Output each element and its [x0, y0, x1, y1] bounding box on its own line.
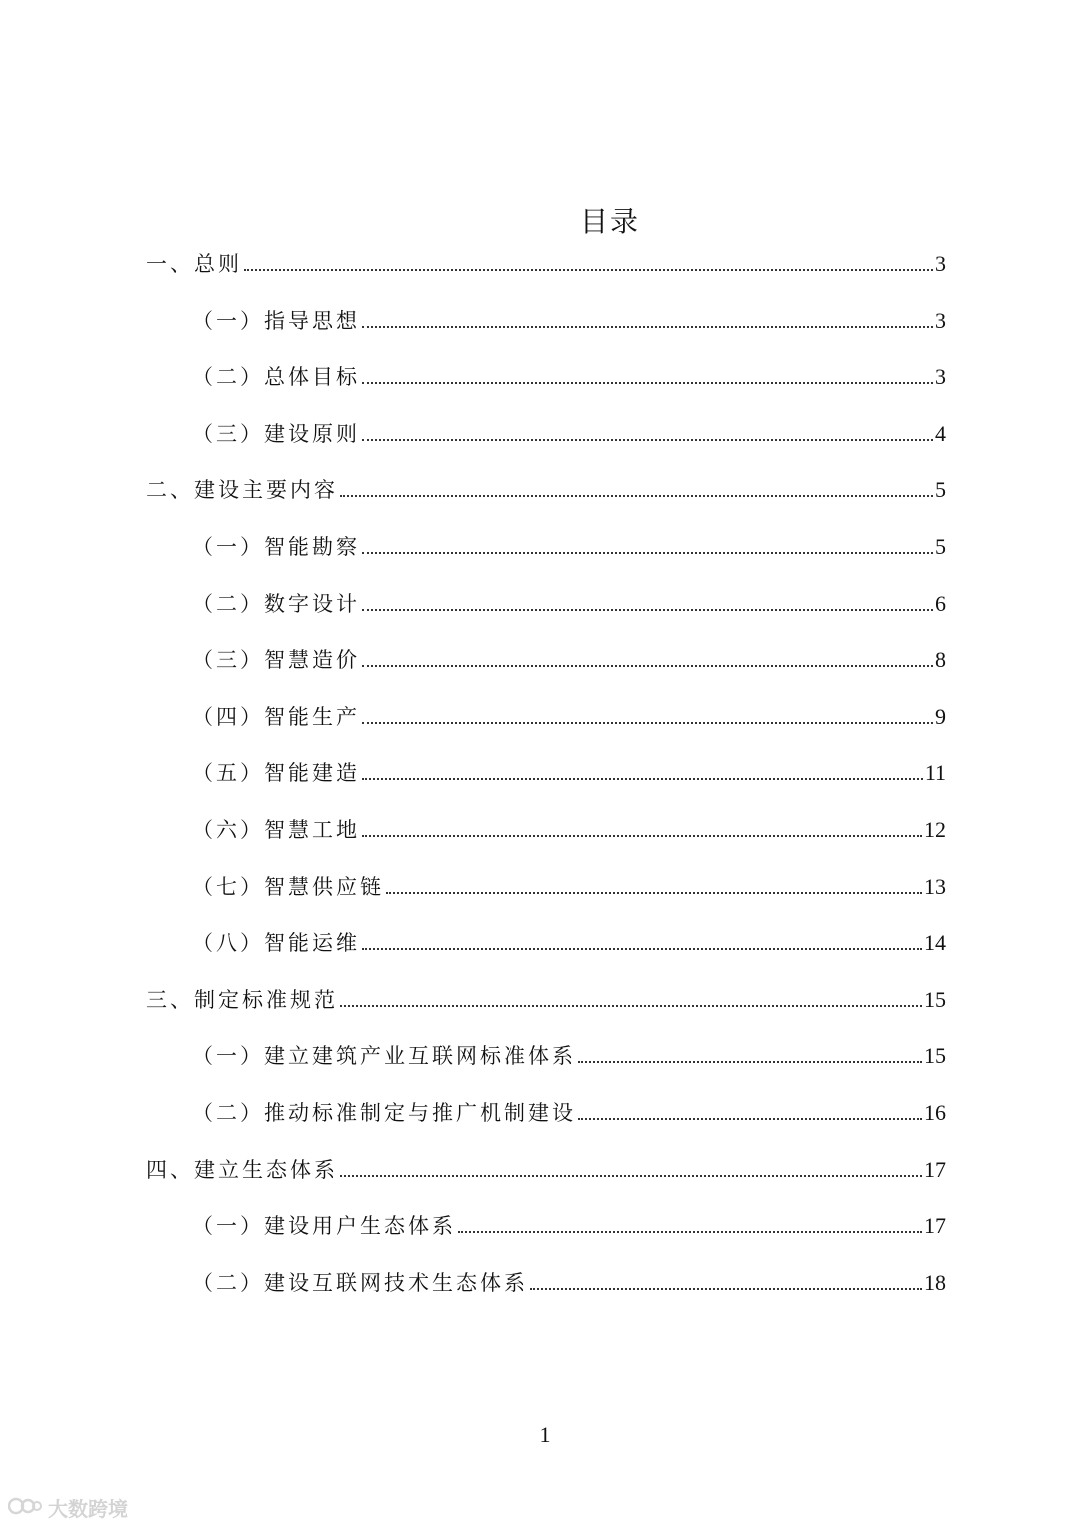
toc-entry-page: 6 [935, 590, 946, 616]
toc-entry-page: 11 [924, 760, 946, 786]
toc-entry-page: 16 [924, 1099, 946, 1125]
toc-entry-page: 15 [924, 986, 946, 1012]
dot-leader [362, 835, 922, 837]
toc-entry-label: （一）智能勘察 [192, 534, 360, 559]
toc-entry-label: 二、建设主要内容 [146, 478, 338, 503]
toc-entry-page: 14 [924, 930, 946, 956]
toc-entry-label: （一）建立建筑产业互联网标准体系 [192, 1044, 576, 1069]
toc-entry[interactable] [146, 248, 946, 305]
toc-entry-page: 15 [924, 1043, 946, 1069]
watermark-text: 大数跨境 [48, 1497, 128, 1521]
toc-entry-page: 5 [935, 477, 946, 503]
toc-entry-page: 12 [924, 816, 946, 842]
toc-entry-label: 三、制定标准规范 [146, 987, 338, 1012]
dot-leader [578, 1061, 922, 1063]
toc-entry[interactable] [146, 305, 946, 362]
dot-leader [362, 326, 933, 328]
toc-entry[interactable] [146, 361, 946, 418]
toc-entry-label: （二）建设互联网技术生态体系 [192, 1270, 528, 1295]
dot-leader [362, 382, 933, 384]
toc-entry-label: 一、总则 [146, 252, 242, 276]
dot-leader [362, 722, 933, 724]
dot-leader [362, 948, 922, 950]
toc-entry[interactable] [146, 644, 946, 701]
toc-entry-label: （三）智慧造价 [192, 648, 360, 673]
toc-entry-label: （八）智能运维 [192, 931, 360, 956]
toc-entry-label: （一）指导思想 [192, 308, 360, 333]
dot-leader [578, 1118, 922, 1120]
toc-entry[interactable] [146, 1040, 946, 1097]
dot-leader [386, 892, 922, 894]
toc-entry[interactable] [146, 531, 946, 588]
dot-leader [340, 495, 933, 497]
toc-entry-page: 4 [935, 420, 946, 446]
toc-entry-page: 3 [935, 251, 946, 276]
dot-leader [244, 269, 933, 271]
dot-leader [530, 1288, 922, 1290]
toc-title: 目录 [579, 205, 640, 238]
toc-entry[interactable] [146, 588, 946, 645]
toc-entry-page: 13 [924, 873, 946, 899]
toc-entry[interactable] [146, 474, 946, 531]
toc-entry-page: 8 [935, 647, 946, 673]
toc-entry[interactable] [146, 927, 946, 984]
toc-entry-page: 17 [924, 1156, 946, 1182]
dot-leader [362, 552, 933, 554]
dot-leader [458, 1231, 922, 1233]
toc-entry-page: 3 [935, 307, 946, 333]
toc-entry-label: （二）数字设计 [192, 591, 360, 616]
toc-entry-page: 17 [924, 1213, 946, 1239]
toc-entry-page: 18 [924, 1269, 946, 1295]
page-number: 1 [539, 1422, 551, 1447]
toc-entry-page: 5 [935, 533, 946, 559]
toc-entry-label: （五）智能建造 [192, 761, 360, 786]
toc-entry[interactable] [146, 1210, 946, 1267]
watermark [8, 1493, 128, 1522]
dot-leader [362, 778, 923, 780]
toc-list [146, 248, 946, 1323]
toc-entry[interactable] [146, 984, 946, 1041]
toc-entry[interactable] [146, 814, 946, 871]
dot-leader [362, 665, 933, 667]
toc-entry-label: （二）总体目标 [192, 365, 360, 390]
dot-leader [340, 1005, 922, 1007]
toc-entry[interactable] [146, 1267, 946, 1324]
toc-entry-label: （七）智慧供应链 [192, 874, 384, 899]
toc-entry[interactable] [146, 1097, 946, 1154]
toc-entry-label: （二）推动标准制定与推广机制建设 [192, 1100, 576, 1125]
toc-entry[interactable] [146, 871, 946, 928]
toc-entry-label: （四）智能生产 [192, 704, 360, 729]
toc-entry-page: 9 [935, 703, 946, 729]
toc-entry[interactable] [146, 418, 946, 475]
toc-entry-page: 3 [935, 364, 946, 390]
dot-leader [362, 439, 933, 441]
toc-entry-label: 四、建立生态体系 [146, 1157, 338, 1182]
toc-entry[interactable] [146, 757, 946, 814]
toc-entry[interactable] [146, 701, 946, 758]
logo-icon [8, 1495, 42, 1521]
toc-entry-label: （六）智慧工地 [192, 817, 360, 842]
dot-leader [340, 1175, 922, 1177]
toc-entry[interactable] [146, 1154, 946, 1211]
toc-entry-label: （一）建设用户生态体系 [192, 1214, 456, 1239]
dot-leader [362, 609, 933, 611]
toc-entry-label: （三）建设原则 [192, 421, 360, 446]
